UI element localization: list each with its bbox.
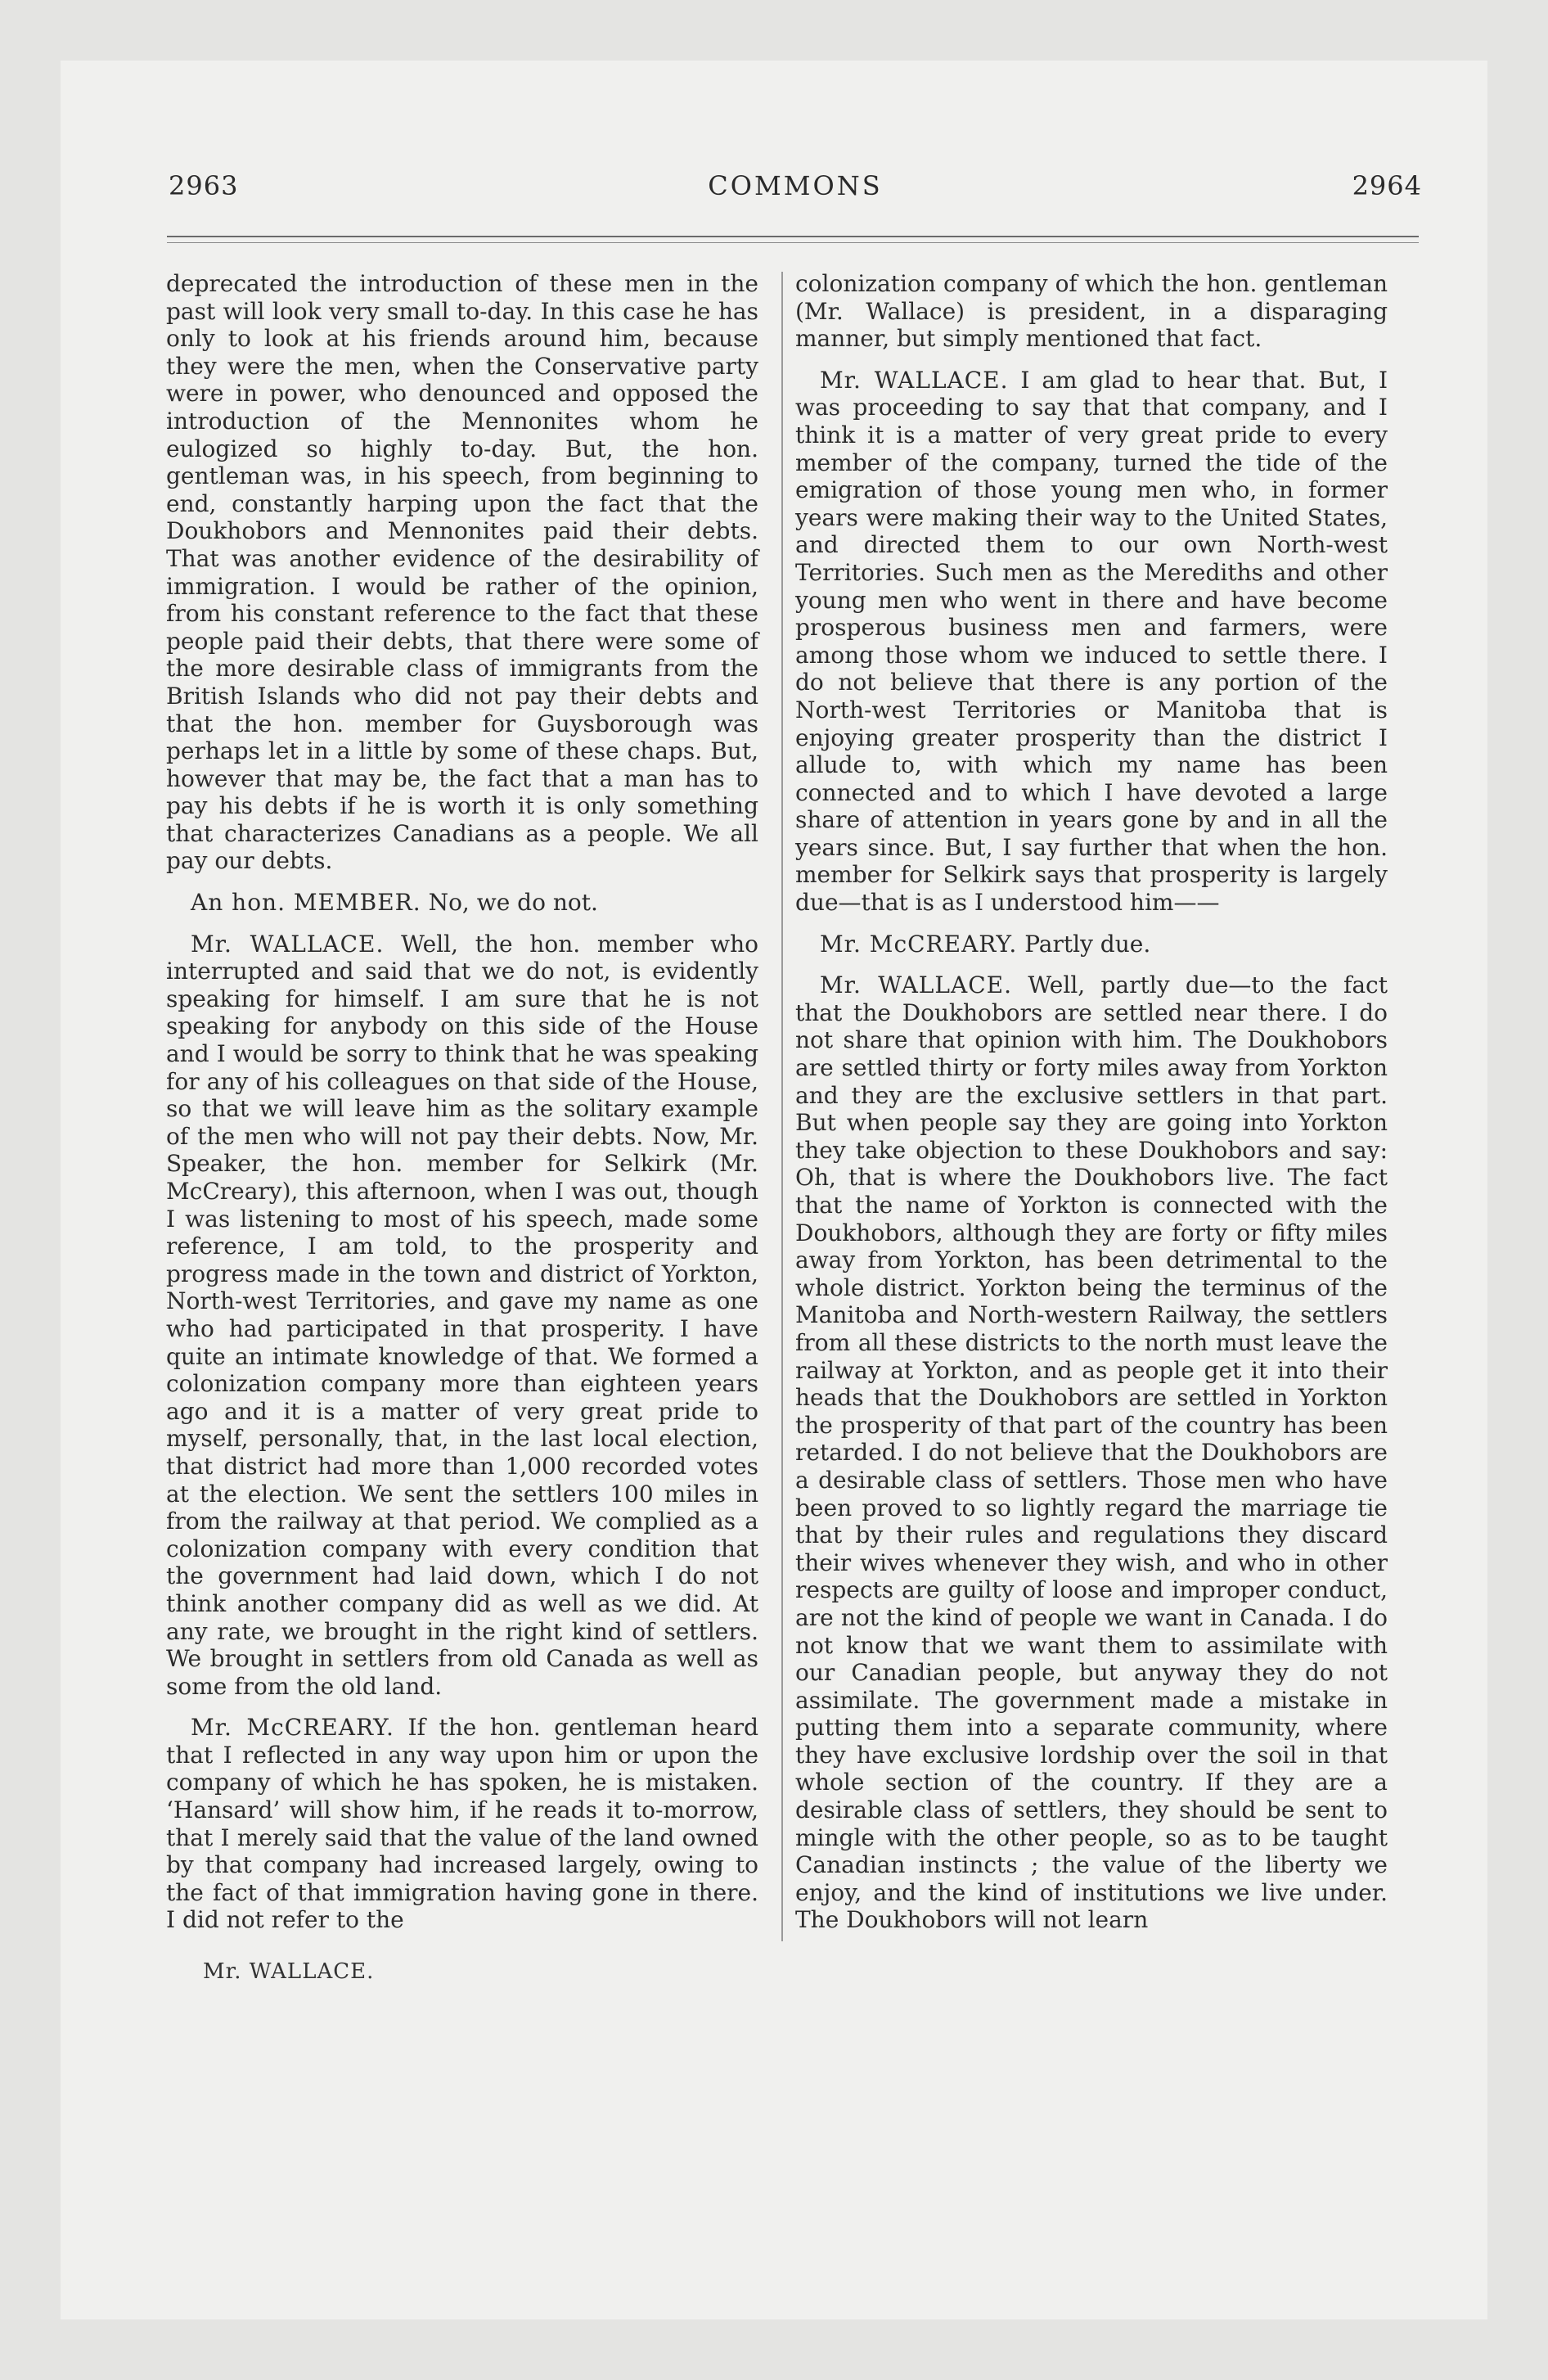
- header-rule-thin: [167, 242, 1419, 243]
- page-header: [169, 170, 1422, 211]
- paragraph: Mr. WALLACE. Well, the hon. member who interrupted and said that we do not, is evidently speaking for himself. I am sure that he is not speaking for anybody on this side of the House and I would be sorry to think that he was speaking for any of his colleagues on that side of the House, so that we will leave him as the solitary example of the men who will not pay their debts. Now, Mr. Speaker, the hon. member for Selkirk (Mr. McCreary), this afternoon, when I was out, though I was listening to most of his speech, made some reference, I am told, to the prosperity and progress made in the town and district of Yorkton, North-west Territories, and gave my name as one who had participated in that prosperity. I have quite an intimate knowledge of that. We formed a colonization company more than eighteen years ago and it is a matter of very great pride to myself, personally, that, in the last local election, that district had more than 1,000 recorded votes at the election. We sent the settlers 100 miles in from the railway at that period. We complied as a colonization company with every condition that the government had laid down, which I do not think another company did as well as we did. At any rate, we brought in the right kind of settlers. We brought in settlers from old Canada as well as some from the old land.: [166, 930, 758, 1700]
- right-page-number: 2964: [1352, 170, 1422, 201]
- speaker-name: An hon. MEMBER.: [191, 889, 421, 917]
- paragraph: Mr. McCREARY. If the hon. gentleman heard that I reflected in any way upon him or upon the company of which he has spoken, he is mistaken. ‘Hansard’ will show him, if he reads it to-morrow, that I merely said that the value of the land owned by that company had increased largely, owing to the fact of that immigration having gone in there. I did not refer to the: [166, 1714, 759, 1934]
- paragraph: Mr. WALLACE. Well, partly due—to the fact that the Doukhobors are settled near there. I do not share that opinion with him. The Doukhobors are settled thirty or forty miles away from Yorkton and they are the exclusive settlers in that part. But when people say they are going into Yorkton they take objection to these Doukhobors and say: Oh, that is where the Doukhobors live. The fact that the name of Yorkton is connected with the Doukhobors, although they are forty or fifty miles away from Yorkton, has been detrimental to the whole district. Yorkton being the terminus of the Manitoba and North-western Railway, the settlers from all these districts to the north must leave the railway at Yorkton, and as people get it into their heads that the Doukhobors are settled in Yorkton the prosperity of that part of the country has been retarded. I do not believe that the Doukhobors are a desirable class of settlers. Those men who have been proved to so lightly regard the marriage tie that by their rules and regulations they discard their wives whenever they wish, and who in other respects are guilty of loose and improper conduct, are not the kind of people we want in Canada. I do not know that we want them to assimilate with our Canadian people, but anyway they do not assimilate. The government made a mistake in putting them into a separate community, where they have exclusive lordship over the soil in that whole section of the country. If they are a desirable class of settlers, they should be sent to mingle with the other people, so as to be taught Canadian instincts ; the value of the liberty we enjoy, and the kind of institutions we live under. The Doukhobors will not learn: [795, 971, 1388, 1934]
- left-column: [166, 270, 758, 1948]
- speaker-name: Mr. McCREARY.: [820, 930, 1018, 958]
- speaker-name: Mr. WALLACE.: [820, 366, 1009, 394]
- paragraph: Mr. WALLACE. I am glad to hear that. But, I was proceeding to say that that company, and I think it is a matter of very great pride to every member of the company, turned the tide of the emigration of those young men who, in former years were making their way to the United States, and directed them to our own North-west Territories. Such men as the Merediths and other young men who went in there and have become prosperous business men and farmers, were among those whom we induced to settle there. I do not believe that there is any portion of the North-west Territories or Manitoba that is enjoying greater prosperity than the district I allude to, with which my name has been connected and to which I have devoted a large share of attention in years gone by and in all the years since. But, I say further that when the hon. member for Selkirk says that prosperity is largely due—that is as I understood him——: [795, 366, 1388, 917]
- paragraph: deprecated the introduction of these men in the past will look very small to-day. In this case he has only to look at his friends around him, because they were the men, when the Conservative party were in power, who denounced and opposed the introduction of the Mennonites whom he eulogized so highly to-day. But, the hon. gentleman was, in his speech, from beginning to end, constantly harping upon the fact that the Doukhobors and Mennonites paid their debts. That was another evidence of the desirability of immigration. I would be rather of the opinion, from his constant reference to the fact that these people paid their debts, that there were some of the more desirable class of immigrants from the British Islands who did not pay their debts and that the hon. member for Guysborough was perhaps let in a little by some of these chaps. But, however that may be, the fact that a man has to pay his debts if he is worth it is only something that characterizes Canadians as a people. We all pay our debts.: [166, 270, 758, 875]
- header-rule: [167, 236, 1419, 237]
- speaker-name: Mr. McCREARY.: [191, 1714, 394, 1742]
- paragraph: Mr. McCREARY. Partly due.: [820, 930, 1151, 958]
- catchword-footer: Mr. WALLACE.: [203, 1959, 375, 1984]
- speaker-name: Mr. WALLACE.: [820, 971, 1012, 999]
- running-title: COMMONS: [708, 170, 883, 201]
- speaker-name: Mr. WALLACE.: [191, 930, 385, 958]
- right-column: [795, 270, 1388, 1948]
- paragraph: An hon. MEMBER. No, we do not.: [191, 889, 598, 917]
- paragraph: colonization company of which the hon. gentleman (Mr. Wallace) is president, in a disparaging manner, but simply mentioned that fact.: [795, 270, 1388, 353]
- column-divider: [781, 272, 783, 1941]
- left-page-number: 2963: [169, 170, 239, 201]
